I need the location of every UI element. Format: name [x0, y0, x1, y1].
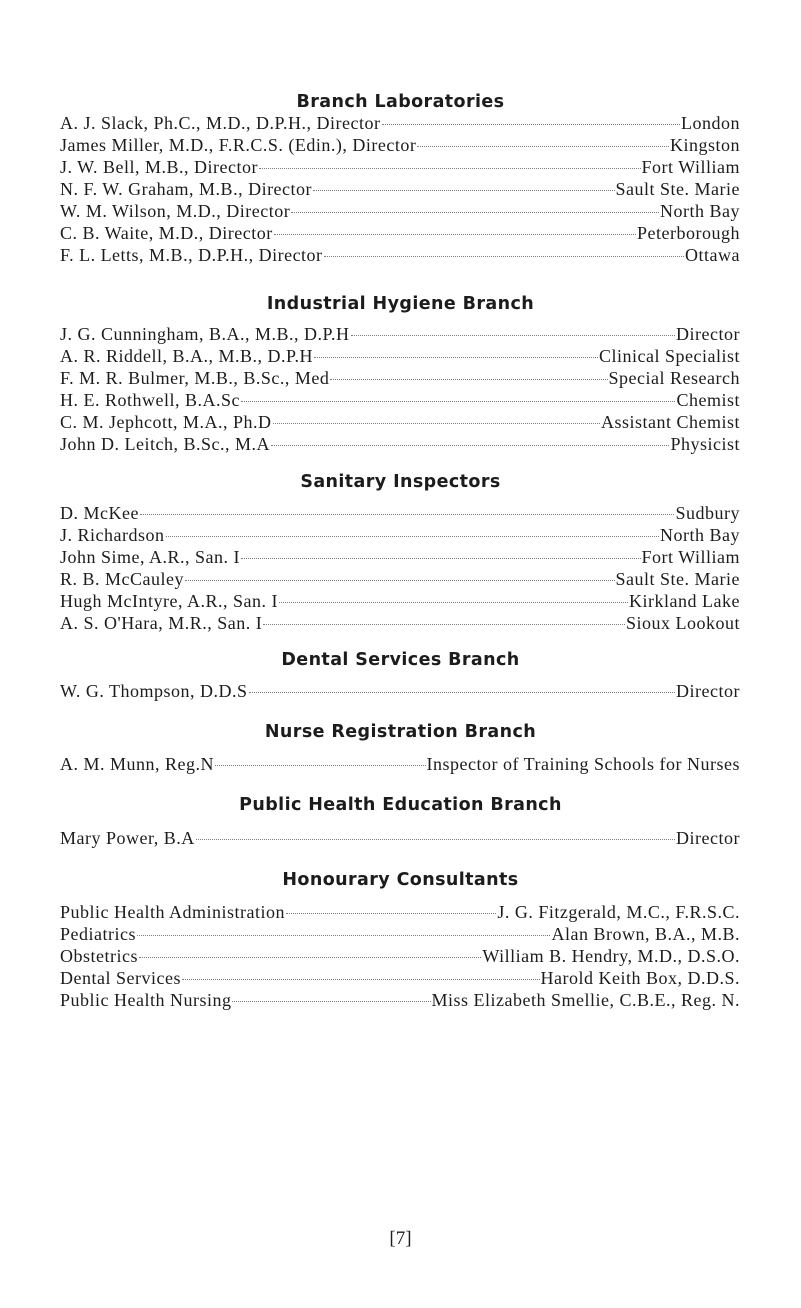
section-title-nurse-registration: Nurse Registration Branch: [264, 722, 537, 742]
dot-leader: [417, 146, 669, 147]
dot-leader: [140, 514, 675, 515]
dot-leader: [382, 124, 681, 125]
dot-leader: [330, 379, 607, 380]
list-item: C. B. Waite, M.D., Director Peterborough: [60, 223, 740, 243]
list-item: A. J. Slack, Ph.C., M.D., D.P.H., Director London: [60, 113, 740, 133]
list-item: A. M. Munn, Reg.N Inspector of Training Schools for Nurses: [60, 754, 740, 774]
dot-leader: [215, 765, 426, 766]
section-title-branch-laboratories: Branch Laboratories: [296, 92, 505, 112]
dot-leader: [241, 558, 641, 559]
section-title-honourary-consultants: Honourary Consultants: [282, 870, 519, 890]
list-item: F. L. Letts, M.B., D.P.H., Director Ottawa: [60, 245, 740, 265]
sanitary-inspectors-list: [60, 503, 740, 635]
dot-leader: [139, 957, 481, 958]
list-item: J. G. Cunningham, B.A., M.B., D.P.H Director: [60, 324, 740, 344]
dot-leader: [271, 445, 669, 446]
dot-leader: [351, 335, 676, 336]
dot-leader: [286, 913, 496, 914]
branch-laboratories-list: [60, 113, 740, 267]
dot-leader: [182, 979, 540, 980]
list-item: W. M. Wilson, M.D., Director North Bay: [60, 201, 740, 221]
dot-leader: [196, 839, 675, 840]
honourary-consultants-list: [60, 902, 740, 1012]
dot-leader: [185, 580, 615, 581]
list-item: C. M. Jephcott, M.A., Ph.D Assistant Chemist: [60, 412, 740, 432]
dot-leader: [291, 212, 659, 213]
dot-leader: [324, 256, 684, 257]
dot-leader: [241, 401, 675, 402]
dental-services-list: [60, 681, 740, 703]
dot-leader: [279, 602, 628, 603]
dot-leader: [249, 692, 676, 693]
public-health-education-list: [60, 828, 740, 850]
list-item: A. R. Riddell, B.A., M.B., D.P.H Clinical Specialist: [60, 346, 740, 366]
list-item: H. E. Rothwell, B.A.Sc Chemist: [60, 390, 740, 410]
list-item: Pediatrics Alan Brown, B.A., M.B.: [60, 924, 740, 944]
section-title-dental-services: Dental Services Branch: [281, 650, 520, 670]
list-item: F. M. R. Bulmer, M.B., B.Sc., Med Special Research: [60, 368, 740, 388]
dot-leader: [232, 1001, 430, 1002]
section-title-industrial-hygiene: Industrial Hygiene Branch: [266, 294, 535, 314]
list-item: Obstetrics William B. Hendry, M.D., D.S.O.: [60, 946, 740, 966]
nurse-registration-list: [60, 754, 740, 776]
list-item: N. F. W. Graham, M.B., Director Sault Ste. Marie: [60, 179, 740, 199]
list-item: John D. Leitch, B.Sc., M.A Physicist: [60, 434, 740, 454]
dot-leader: [137, 935, 551, 936]
dot-leader: [263, 624, 625, 625]
dot-leader: [274, 234, 636, 235]
list-item: Public Health Nursing Miss Elizabeth Smellie, C.B.E., Reg. N.: [60, 990, 740, 1010]
section-title-public-health-education: Public Health Education Branch: [239, 795, 562, 815]
dot-leader: [314, 357, 598, 358]
dot-leader: [313, 190, 614, 191]
list-item: D. McKee Sudbury: [60, 503, 740, 523]
list-item: J. Richardson North Bay: [60, 525, 740, 545]
list-item: W. G. Thompson, D.D.S Director: [60, 681, 740, 701]
list-item: A. S. O'Hara, M.R., San. I Sioux Lookout: [60, 613, 740, 633]
dot-leader: [273, 423, 600, 424]
industrial-hygiene-list: [60, 324, 740, 456]
list-item: John Sime, A.R., San. I Fort William: [60, 547, 740, 567]
list-item: J. W. Bell, M.B., Director Fort William: [60, 157, 740, 177]
list-item: Hugh McIntyre, A.R., San. I Kirkland Lake: [60, 591, 740, 611]
page-number: [7]: [389, 1228, 412, 1249]
dot-leader: [259, 168, 641, 169]
dot-leader: [166, 536, 660, 537]
list-item: R. B. McCauley Sault Ste. Marie: [60, 569, 740, 589]
list-item: Public Health Administration J. G. Fitzgerald, M.C., F.R.S.C.: [60, 902, 740, 922]
list-item: James Miller, M.D., F.R.C.S. (Edin.), Director Kingston: [60, 135, 740, 155]
section-title-sanitary-inspectors: Sanitary Inspectors: [300, 472, 501, 492]
list-item: Dental Services Harold Keith Box, D.D.S.: [60, 968, 740, 988]
list-item: Mary Power, B.A Director: [60, 828, 740, 848]
